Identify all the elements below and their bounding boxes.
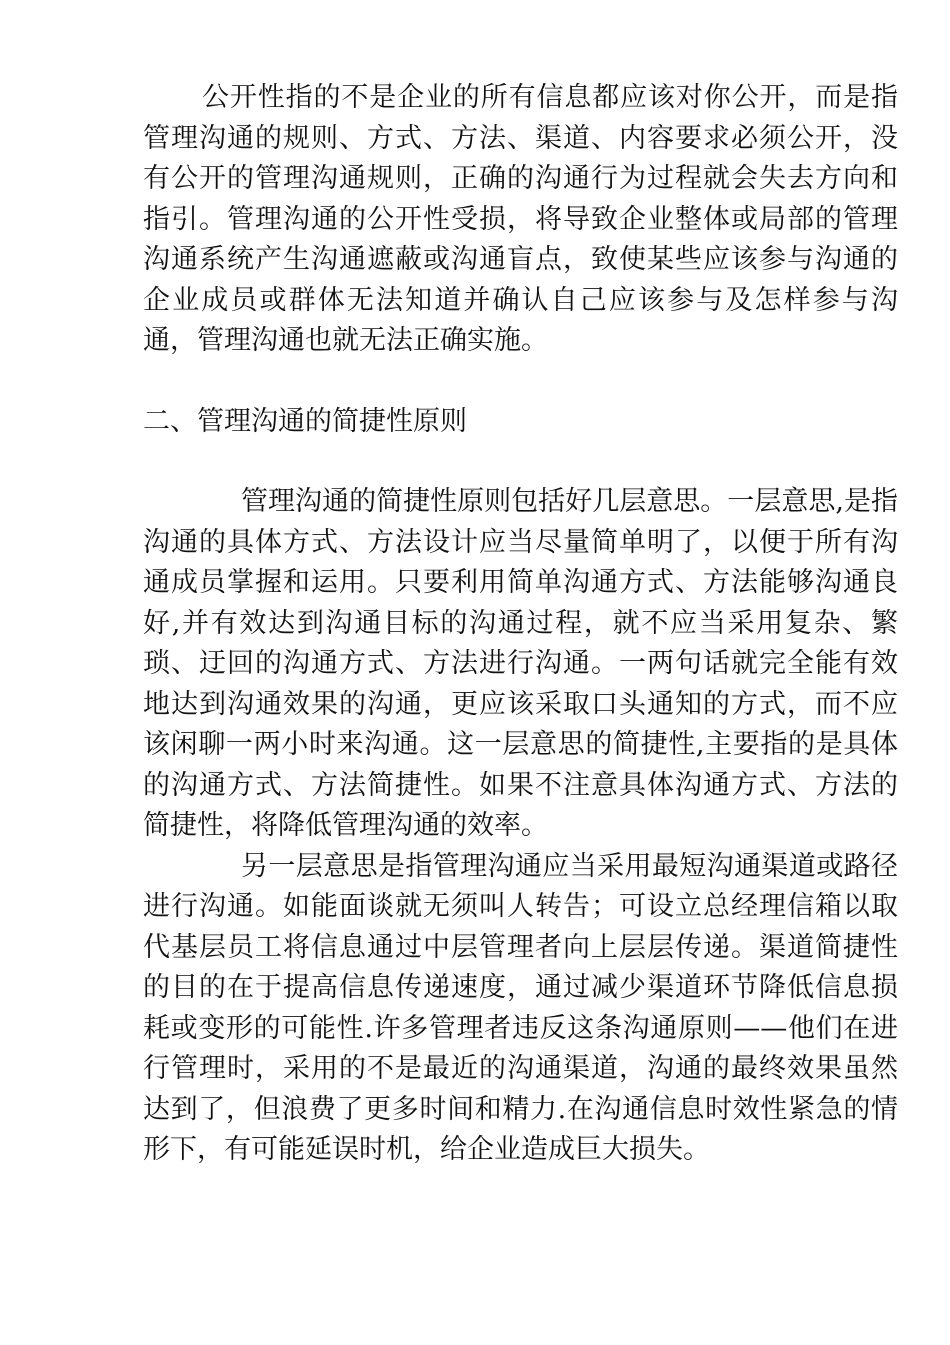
document-body (143, 78, 898, 1171)
paragraph-simplicity-second-meaning: 另一层意思是指管理沟通应当采用最短沟通渠道或路径进行沟通。如能面谈就无须叫人转告；可设立总经理信箱以取代基层员工将信息通过中层管理者向上层层传递。渠道简捷性的目的在于提高信息传递速度，通过减少渠道环节降低信息损耗或变形的可能性.许多管理者违反这条沟通原则——他们在进行管理时，采用的不是最近的沟通渠道，沟通的最终效果虽然达到了，但浪费了更多时间和精力.在沟通信息时效性紧急的情形下，有可能延误时机，给企业造成巨大损失。 (143, 850, 898, 1165)
paragraph-openness: 公开性指的不是企业的所有信息都应该对你公开，而是指管理沟通的规则、方式、方法、渠道、内容要求必须公开，没有公开的管理沟通规则，正确的沟通行为过程就会失去方向和指引。管理沟通的公开性受损，将导致企业整体或局部的管理沟通系统产生沟通遮蔽或沟通盲点，致使某些应该参与沟通的企业成员或群体无法知道并确认自己应该参与及怎样参与沟通，管理沟通也就无法正确实施。 (143, 82, 898, 356)
section-heading-simplicity: 二、管理沟通的简捷性原则 (143, 405, 467, 437)
paragraph-simplicity-first-meaning: 管理沟通的简捷性原则包括好几层意思。一层意思,是指沟通的具体方式、方法设计应当尽量简单明了，以便于所有沟通成员掌握和运用。只要利用简单沟通方式、方法能够沟通良好,并有效达到沟通目标的沟通过程，就不应当采用复杂、繁琐、迂回的沟通方式、方法进行沟通。一两句话就完全能有效地达到沟通效果的沟通，更应该采取口头通知的方式，而不应该闲聊一两小时来沟通。这一层意思的简捷性,主要指的是具体的沟通方式、方法简捷性。如果不注意具体沟通方式、方法的简捷性，将降低管理沟通的效率。 (143, 486, 898, 841)
